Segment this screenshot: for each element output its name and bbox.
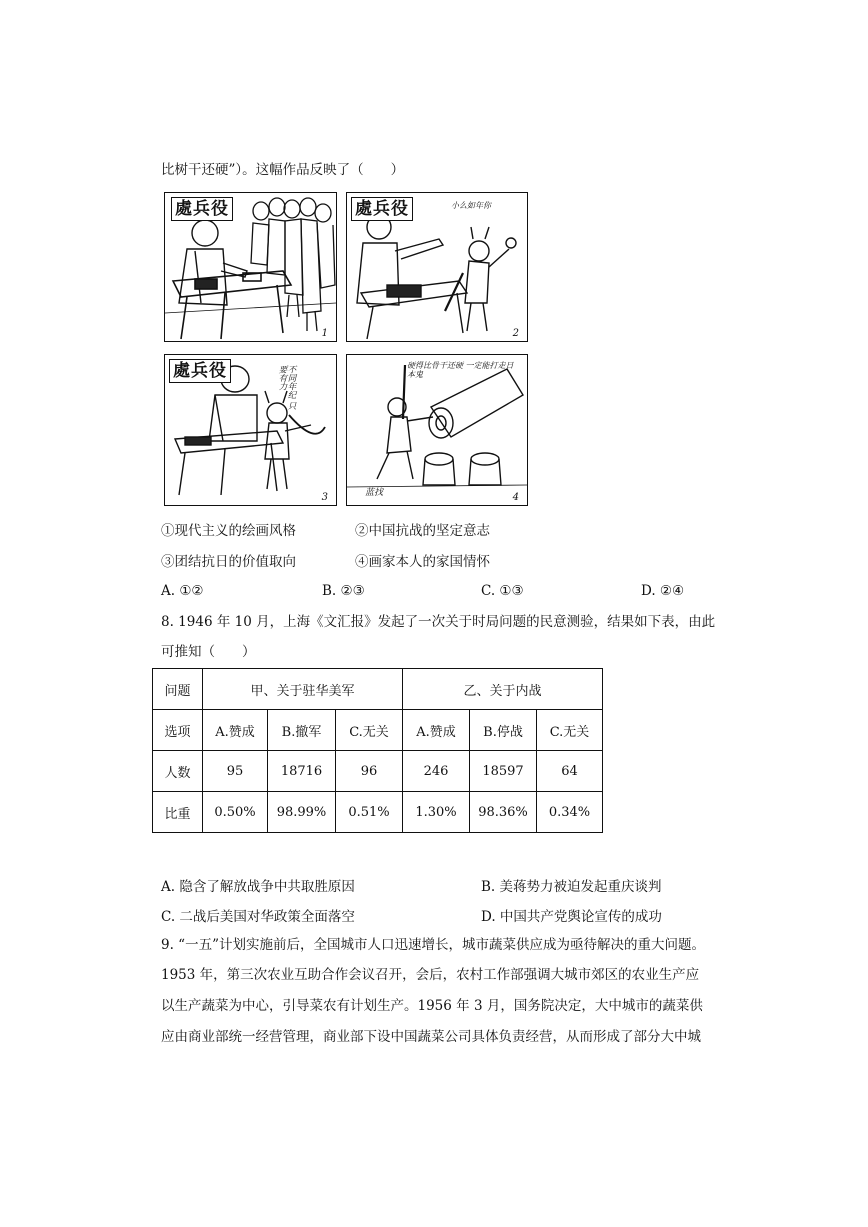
q7-continuation: 比树干还硬”）。这幅作品反映了（ ） xyxy=(161,162,405,178)
table-cell: 18597 xyxy=(470,751,537,792)
q7-statement-2: ②中国抗战的坚定意志 xyxy=(355,523,490,539)
table-cell: 96 xyxy=(336,751,403,792)
q7-statement-3: ③团结抗日的价值取向 xyxy=(161,554,296,570)
table-cell: B.撤军 xyxy=(268,710,336,751)
table-cell: C.无关 xyxy=(537,710,603,751)
table-cell: 64 xyxy=(537,751,603,792)
q8-option-c: C. 二战后美国对华政策全面落空 xyxy=(161,909,355,925)
comic-panel-2 xyxy=(346,192,528,342)
table-cell: A.赞成 xyxy=(203,710,268,751)
panel-3-speech: 不同年纪 只要有力 xyxy=(277,365,296,411)
panel-2-speech: 小么如年你 xyxy=(451,201,491,210)
table-header-cell: 问题 xyxy=(153,669,203,710)
comic-stamp-3: 處兵役 xyxy=(169,359,231,383)
q8-stem-line-2: 可推知（ ） xyxy=(161,644,256,660)
table-cell: 比重 xyxy=(153,792,203,833)
q9-line-4: 应由商业部统一经营管理，商业部下设中国蔬菜公司具体负责经营，从而形成了部分大中城 xyxy=(161,1029,701,1045)
table-cell: 95 xyxy=(203,751,268,792)
table-row xyxy=(153,710,603,751)
table-cell: B.停战 xyxy=(470,710,537,751)
q9-line-2: 1953 年，第三次农业互助合作会议召开，会后，农村工作部强调大城市郊区的农业生产应 xyxy=(161,967,700,983)
table-row xyxy=(153,751,603,792)
panel-4-number: 4 xyxy=(512,492,519,503)
table-cell: A.赞成 xyxy=(403,710,470,751)
table-header-row xyxy=(153,669,603,710)
q8-option-d: D. 中国共产党舆论宣传的成功 xyxy=(481,909,662,925)
q7-option-c: C. ①③ xyxy=(481,583,524,599)
panel-1-number: 1 xyxy=(321,328,328,339)
panel-3-number: 3 xyxy=(321,492,328,503)
table-cell: 98.99% xyxy=(268,792,336,833)
panel-4-speech: 硬得比骨干还硬 一定能打走日本鬼 xyxy=(407,361,514,379)
q8-option-b: B. 美蒋势力被迫发起重庆谈判 xyxy=(481,879,662,895)
q7-option-a: A. ①② xyxy=(161,583,204,599)
table-cell: 选项 xyxy=(153,710,203,751)
table-cell: 0.34% xyxy=(537,792,603,833)
table-cell: 人数 xyxy=(153,751,203,792)
comic-stamp-1: 處兵役 xyxy=(171,197,233,221)
q8-option-a: A. 隐含了解放战争中共取胜原因 xyxy=(161,879,355,895)
q7-statement-4: ④画家本人的家国情怀 xyxy=(355,554,490,570)
table-cell: 18716 xyxy=(268,751,336,792)
table-row xyxy=(153,792,603,833)
q7-option-b: B. ②③ xyxy=(322,583,365,599)
table-cell: 0.50% xyxy=(203,792,268,833)
table-cell: 0.51% xyxy=(336,792,403,833)
table-cell: 98.36% xyxy=(470,792,537,833)
table-cell: 246 xyxy=(403,751,470,792)
table-header-group-1: 甲、关于驻华美军 xyxy=(203,669,403,710)
q7-statement-1: ①现代主义的绘画风格 xyxy=(161,523,296,539)
table-cell: C.无关 xyxy=(336,710,403,751)
q9-line-1: 9. “一五”计划实施前后，全国城市人口迅速增长，城市蔬菜供应成为亟待解决的重大问题。 xyxy=(161,937,705,953)
comic-panel-4 xyxy=(346,354,528,506)
table-header-group-2: 乙、关于内战 xyxy=(403,669,603,710)
comic-stamp-2: 處兵役 xyxy=(351,197,413,221)
panel-2-number: 2 xyxy=(512,328,519,339)
survey-table xyxy=(152,668,603,833)
comic-signature: 蓝找 xyxy=(365,488,384,498)
comic-panel-1 xyxy=(164,192,337,342)
comic-panel-3 xyxy=(164,354,337,506)
q7-option-d: D. ②④ xyxy=(641,583,685,599)
table-cell: 1.30% xyxy=(403,792,470,833)
q8-stem-line-1: 8. 1946 年 10 月，上海《文汇报》发起了一次关于时局问题的民意测验，结果如下表，由此 xyxy=(161,614,716,630)
q9-line-3: 以生产蔬菜为中心，引导菜农有计划生产。1956 年 3 月，国务院决定，大中城市的蔬菜供 xyxy=(161,998,703,1014)
